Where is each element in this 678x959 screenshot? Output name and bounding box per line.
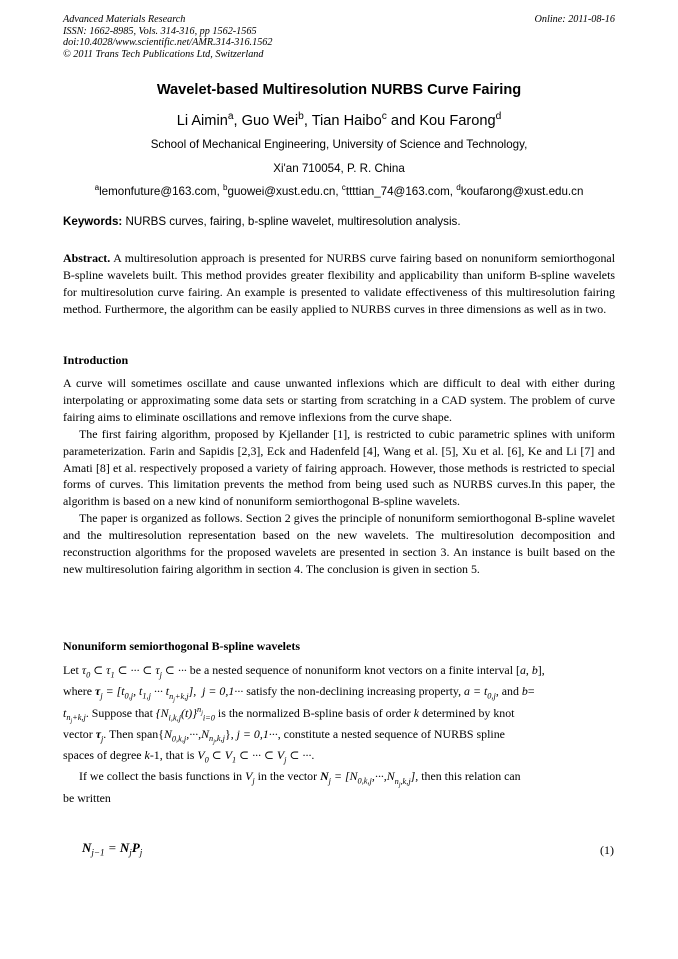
section-2-body [63,660,615,809]
text-run: determined by knot [419,705,515,720]
text-run: , and [495,684,522,699]
equation-1: $N_{j-1} = N_jP_j$ [82,840,143,858]
equation-number: (1) [600,843,614,857]
journal-doi: doi:10.4028/www.scientific.net/AMR.314-316.1562 [63,37,273,49]
math-expr: $\tau_j$ [95,726,104,744]
knot-vector-sequence: $\tau_0$ ⊂ $\tau_1$ ⊂ ··· ⊂ $\tau_j$ ⊂ ··· [81,663,187,680]
author-affil-mark: d [495,111,502,123]
math-var: b [531,663,538,677]
text-run: is the normalized B-spline basis of order [217,705,414,720]
text-run: ], [537,663,545,677]
text-run: . [311,748,315,763]
text-line: be written [63,790,111,805]
text-run: be a nested sequence of nonuniform knot vectors on a finite interval [ [189,663,520,677]
author-affil-mark: a [227,111,234,123]
text-line [63,724,615,745]
math-expr: $N_{0,k,j},\cdot\cdot\cdot,N_{n_j,k,j}$ [163,726,225,746]
journal-name: Advanced Materials Research [63,14,186,25]
journal-header [63,14,272,60]
author-name: Kou Farong [419,113,496,129]
text-run: }, [225,726,237,741]
text-run: , constitute a nested sequence of NURBS spline [277,726,505,741]
text-run: Let [63,663,82,677]
author-name: Li Aimin [176,113,228,129]
paragraph: A curve will sometimes oscillate and cause unwanted inflexions which are difficult to deal with either during interpolating or approximating some data sets or starting from scratching in a CAD system. The problem of curve fairing aims to eliminate oscillations and remove inflexions from the curve shape. [63,376,615,424]
nested-spaces: $V_0$ ⊂ $V_1$ ⊂ ··· ⊂ $V_j$ ⊂ ··· [197,748,312,765]
text-run: where [63,684,96,699]
knot-vector-definition: $\tau_j = [t_{0,j}$, $t_{1,j}$ ··· $t_{n_j+k,j}$], j = 0,1··· [95,684,244,704]
online-date: Online: 2011-08-16 [534,14,615,25]
bspline-basis-set: $\{N_{i,k,j}(t)\}^{n_j}_{i=0}$ [155,704,215,722]
affiliation-line-2: Xi'an 710054, P. R. China [273,162,405,175]
keywords-text: NURBS curves, fairing, b-spline wavelet, multiresolution analysis. [122,215,461,228]
author-separator: , [303,113,312,129]
math-expr: j = 0,1··· [236,726,278,741]
basis-vector: $N_j = [N_{0,k,j},\cdot\cdot\cdot,N_{n_j,k,j}]$ [320,769,416,789]
paragraph: The first fairing algorithm, proposed by Kjellander [1], is restricted to cubic parametric splines with uniform parameterization. Farin and Sapidis [2,3], Eck and Hadenfeld [4], Wang et al. [5], Xu et al. [6], Ke and Li [7] and Amati [8] et al. respectively proposed a variety of fairing approach. However, those methods is restricted to special forms of curves. This limitation prevents the method from being used such as NURBS curves.In this paper, the algorithm is based on a new kind of nonuniform semiorthogonal B-spline wavelets. [63,426,615,509]
email-address[interactable]: guowei@xust.edu.cn [227,185,336,198]
email-mark: a [94,183,100,193]
paper-title: Wavelet-based Multiresolution NURBS Curve Fairing [156,82,522,98]
math-expr: $t_{n_j+k,j}$ [63,705,86,725]
journal-copyright: © 2011 Trans Tech Publications Ltd, Switzerland [63,48,264,60]
email-list: $^a$lemonfuture@163.com, $^b$guowei@xust.edu.cn, $^c$ttttian_74@163.com, $^d$koufarong@xust.edu.cn [94,183,584,198]
math-expr: $V_j$ [245,769,255,786]
abstract [63,250,615,318]
text-run: . Then span{ [103,726,164,741]
math-var: b [521,684,528,699]
keywords-label: Keywords: [63,215,123,228]
text-run: in the vector [254,769,321,784]
email-address[interactable]: koufarong@xust.edu.cn [460,185,584,198]
section-heading-wavelets: Nonuniform semiorthogonal B-spline wavelets [63,639,300,653]
text-run: , [525,663,532,677]
author-list [0,113,678,129]
introduction-body [63,375,615,578]
email-mark: c [341,183,346,193]
text-run: -1, that is [149,748,198,763]
text-run: satisfy the non-declining increasing property, [246,684,465,699]
author-name: Guo Wei [241,113,299,129]
math-var: a [519,663,526,677]
text-line [63,681,615,702]
abstract-label: Abstract. [63,251,111,265]
math-expr: $a = t_{0,j}$ [464,684,496,701]
section-heading-introduction: Introduction [63,353,129,367]
text-run: . Suppose that [85,705,156,720]
email-mark: d [456,183,461,193]
author-affil-mark: b [298,111,304,123]
author-separator: , [233,113,242,129]
email-mark: b [223,183,228,193]
abstract-text: A multiresolution approach is presented for NURBS curve fairing based on nonuniform semiorthogonal B-spline wavelets built. This method provides greater flexibility and applicability than uniform B-spline wavelets for multiresolution curve fairing. An example is presented to validate effectiveness of this multiresolution fairing method. Furthermore, the algorithm can be easily applied to NURBS curves in three dimensions as well as in two. [63,251,615,316]
text-run: If we collect the basis functions in [79,769,246,784]
journal-issn: ISSN: 1662-8985, Vols. 314-316, pp 1562-1565 [63,25,257,37]
text-run: , then this relation can [415,769,521,784]
text-run: = [527,684,535,699]
text-line [63,660,615,681]
email-address[interactable]: ttttian_74@163.com [345,185,450,198]
text-line [63,766,615,787]
keywords [63,215,461,228]
math-var: k [144,748,150,763]
affiliation-line-1: School of Mechanical Engineering, University of Science and Technology, [150,138,528,151]
text-run: vector [63,726,96,741]
math-var: k [413,705,420,720]
author-affil-mark: c [381,111,387,123]
text-run: spaces of degree [63,748,145,763]
email-address[interactable]: lemonfuture@163.com [99,185,217,198]
author-separator: and [386,113,420,129]
author-name: Tian Haibo [311,113,382,129]
paragraph: The paper is organized as follows. Section 2 gives the principle of nonuniform semiorthogonal B-spline wavelet and the multiresolution representation based on the new wavelets. The multiresolution decomposition and reconstruction algorithms for the proposed wavelets are presented in section 3. An instance is built based on the new multiresolution fairing algorithm in section 4. The conclusion is given in section 5. [63,511,615,576]
text-line [63,745,615,766]
text-line [63,703,615,724]
